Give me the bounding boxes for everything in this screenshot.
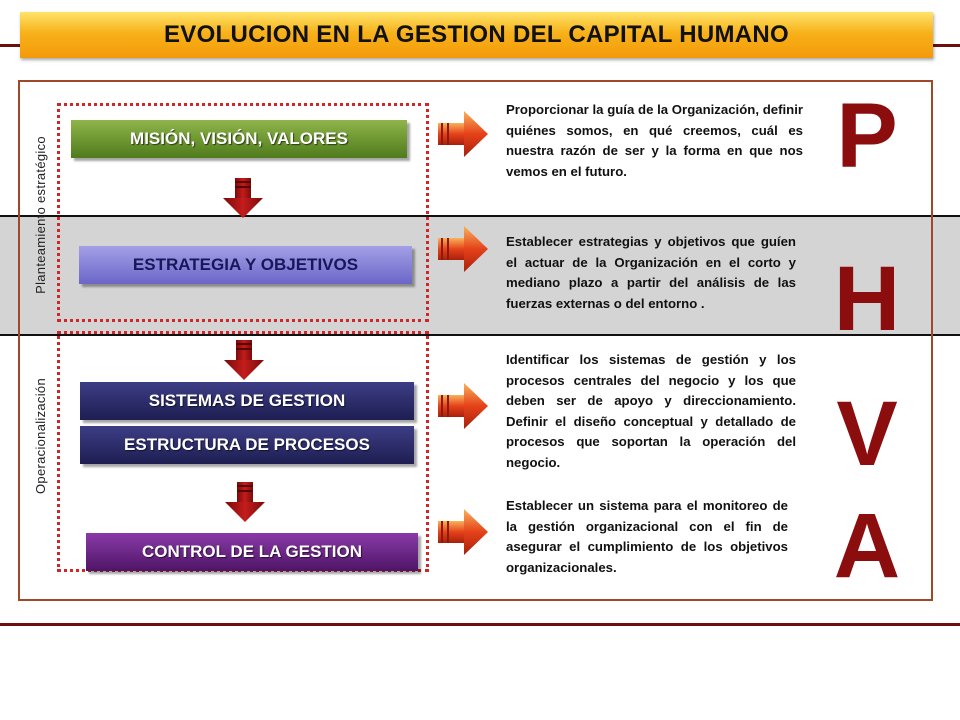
down-arrow-icon bbox=[223, 480, 267, 524]
mision-description: Proporcionar la guía de la Organización, definir quiénes somos, en qué creemos, cuál es nuestra razón de ser y la forma en que nos vemos en el futuro. bbox=[506, 102, 803, 179]
sistemas-box: SISTEMAS DE GESTION bbox=[80, 382, 414, 420]
control-description: Establecer un sistema para el monitoreo de la gestión organizacional con el fin de asegurar el cumplimiento de los objetivos organizacionales. bbox=[506, 498, 788, 575]
page-title: EVOLUCION EN LA GESTION DEL CAPITAL HUMANO bbox=[163, 21, 790, 48]
right-arrow-icon bbox=[436, 224, 490, 274]
phva-letter-p: P bbox=[836, 85, 898, 187]
down-arrow-icon bbox=[222, 338, 266, 382]
title-line-right bbox=[933, 44, 960, 47]
right-arrow-icon bbox=[436, 109, 490, 159]
phva-letter-h: H bbox=[833, 248, 901, 350]
mision-box: MISIÓN, VISIÓN, VALORES bbox=[71, 120, 407, 158]
planteamiento-label: Planteamiento estratégico bbox=[33, 136, 48, 294]
title-bar bbox=[20, 12, 933, 58]
right-arrow-icon bbox=[436, 381, 490, 431]
estrategia-box: ESTRATEGIA Y OBJETIVOS bbox=[79, 246, 412, 284]
operacionalizacion-label: Operacionalización bbox=[33, 378, 48, 494]
title-line-left bbox=[0, 44, 20, 47]
estructura-box: ESTRUCTURA DE PROCESOS bbox=[80, 426, 414, 464]
phva-letter-a: A bbox=[833, 495, 901, 597]
bottom-line bbox=[0, 623, 960, 626]
sistemas-description: Identificar los sistemas de gestión y los procesos centrales del negocio y los que deben ser de apoyo y direccionamiento. Definir el diseño conceptual y detallado de procesos que soportan la operación del negocio. bbox=[506, 352, 796, 470]
estrategia-description: Establecer estrategias y objetivos que guíen el actuar de la Organización en el corto y mediano plazo a partir del análisis de las fuerzas externas o del entorno . bbox=[506, 234, 796, 311]
control-box: CONTROL DE LA GESTION bbox=[86, 533, 418, 571]
phva-letter-v: V bbox=[836, 383, 898, 485]
right-arrow-icon bbox=[436, 507, 490, 557]
down-arrow-icon bbox=[221, 176, 265, 220]
